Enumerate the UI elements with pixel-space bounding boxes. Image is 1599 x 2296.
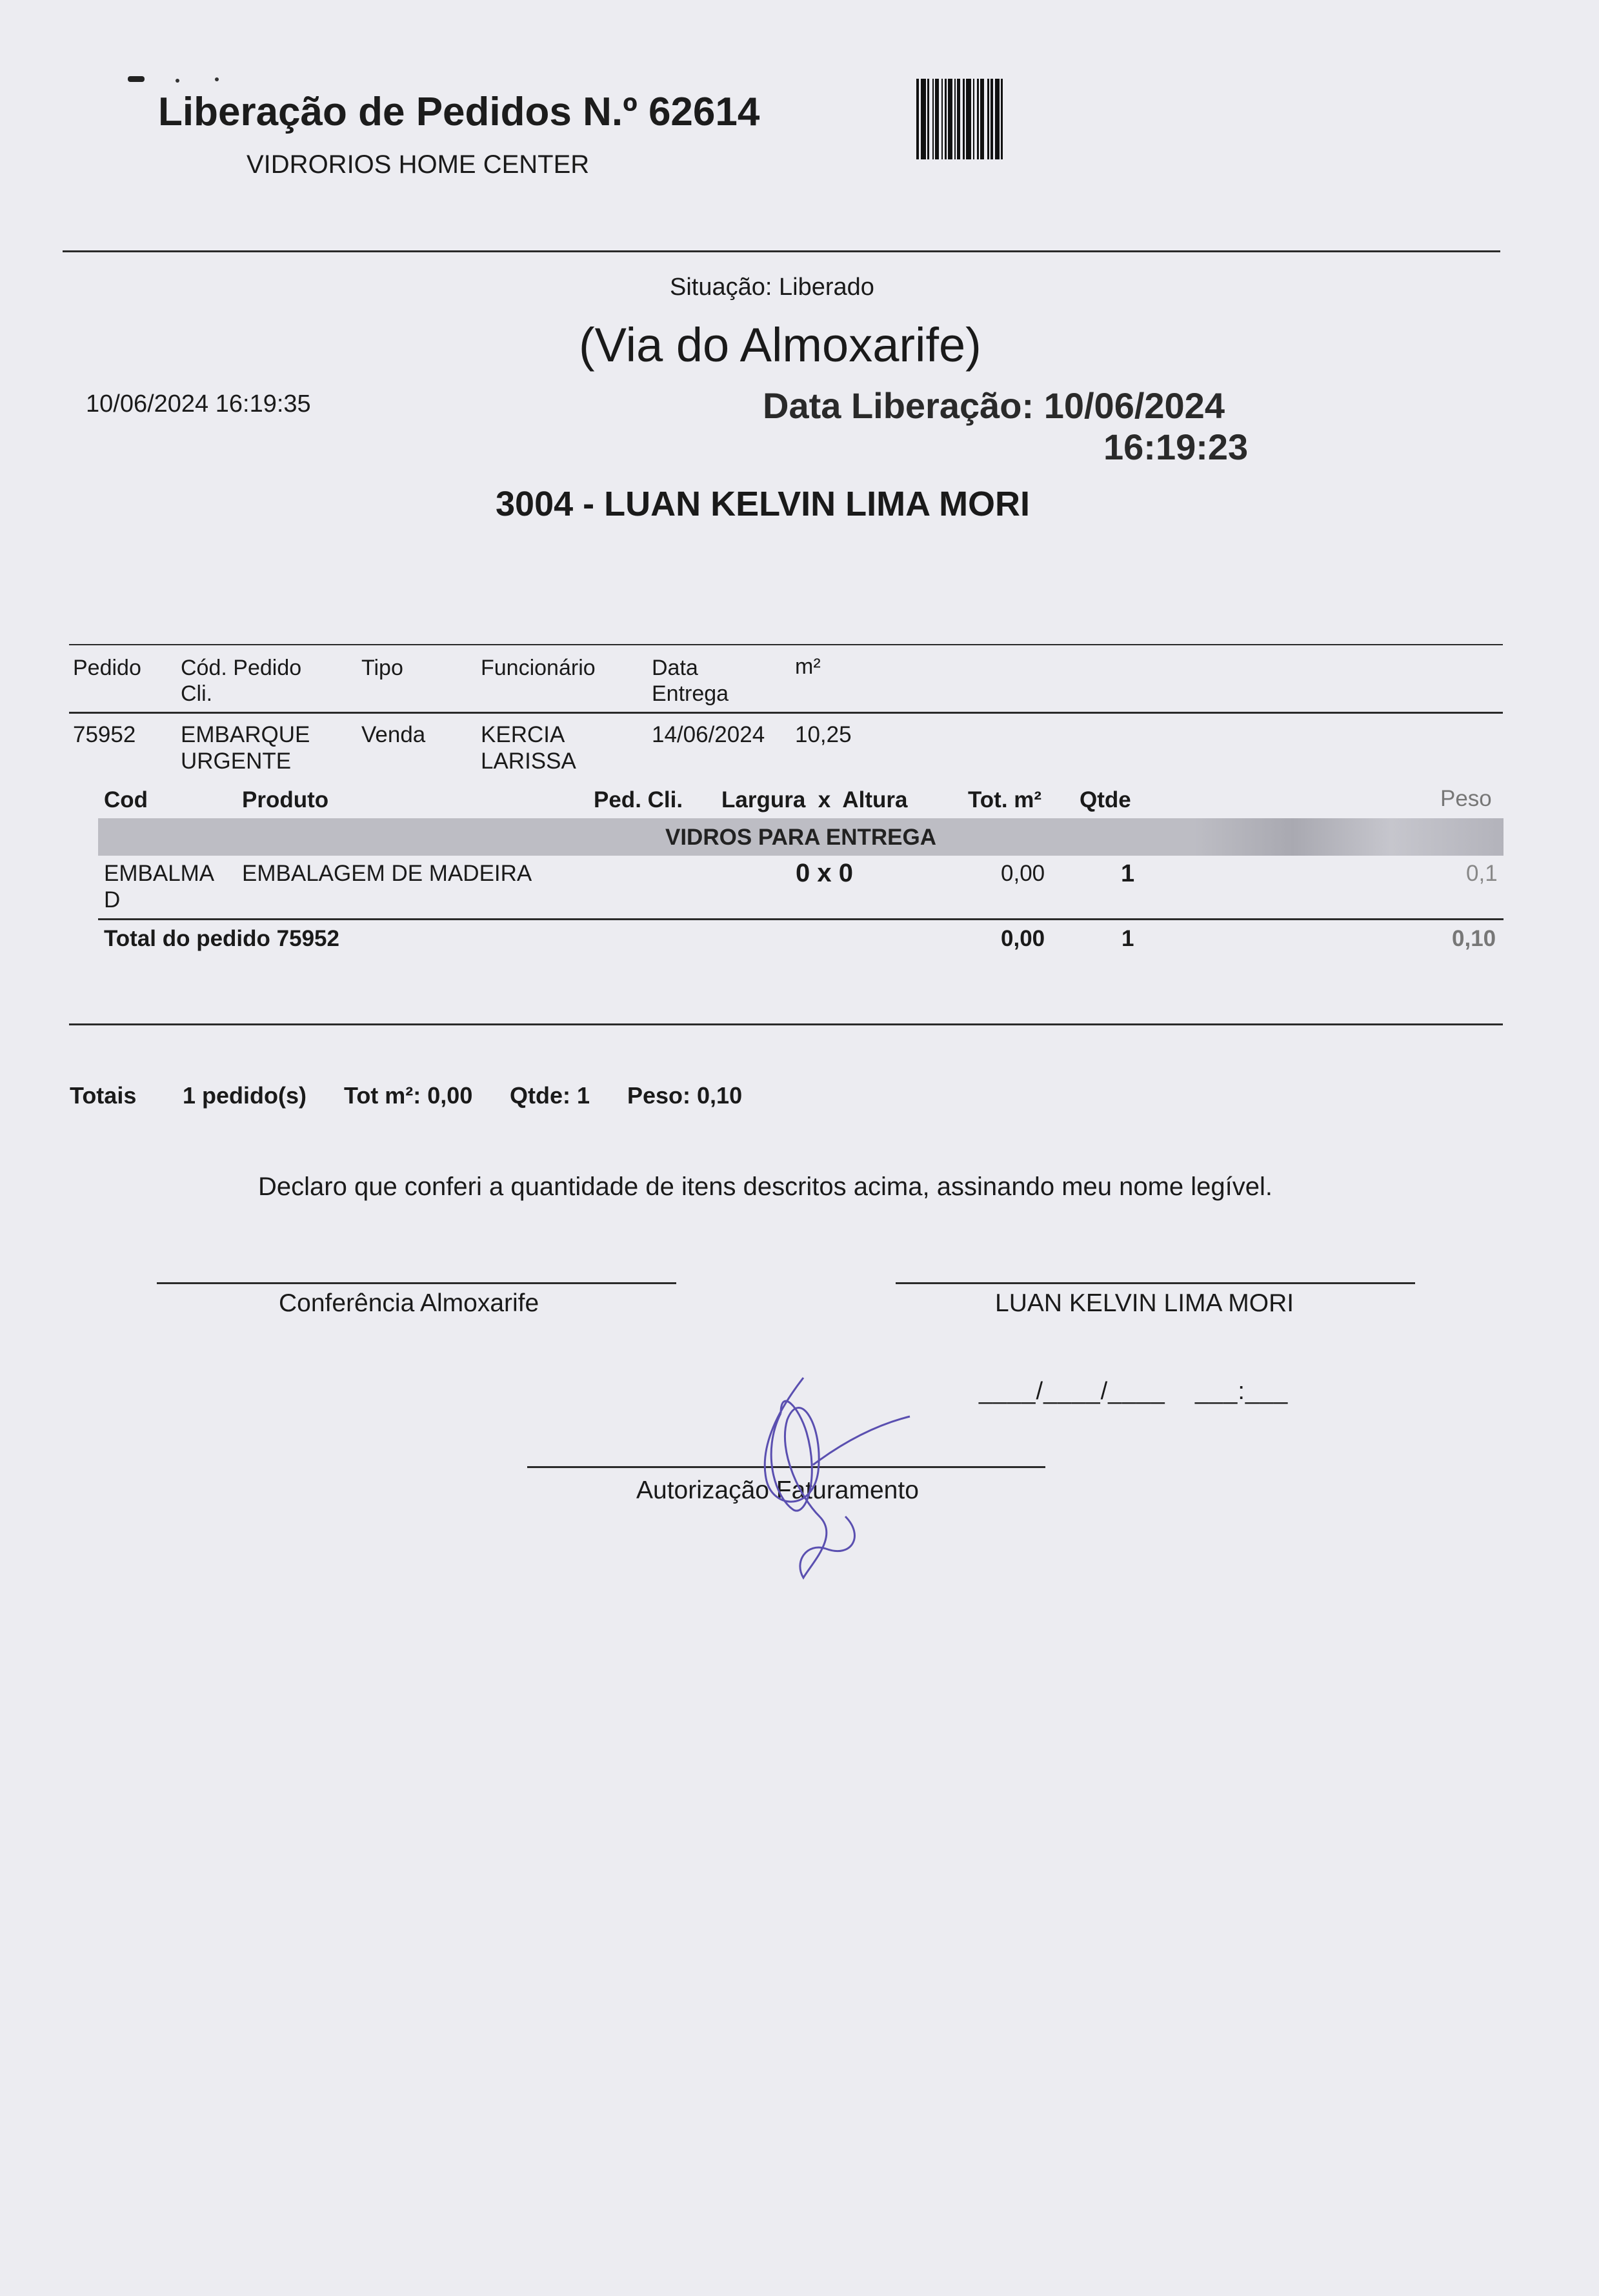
order-m2: 10,25: [795, 722, 852, 747]
item-header-produto: Produto: [242, 787, 329, 812]
release-date: Data Liberação: 10/06/2024: [763, 385, 1225, 426]
order-employee: KERCIA LARISSA: [481, 722, 576, 774]
order-number: 75952: [73, 722, 136, 747]
item-header-largura-altura: Largura x Altura: [721, 787, 908, 812]
order-delivery-date: 14/06/2024: [652, 722, 765, 747]
item-dimensions: 0 x 0: [796, 859, 853, 887]
print-timestamp: 10/06/2024 16:19:35: [86, 390, 311, 418]
col-header-data-entrega: Data Entrega: [652, 656, 729, 706]
item-weight: 0,1: [1466, 861, 1498, 886]
totals-weight: Peso: 0,10: [627, 1082, 743, 1109]
item-header-qtde: Qtde: [1080, 787, 1131, 812]
date-time-blanks: ____/____/____ ___:___: [979, 1378, 1289, 1405]
col-header-cod-pedido: Cód. Pedido Cli.: [181, 656, 302, 706]
item-header-tot-m2: Tot. m²: [968, 787, 1042, 812]
signature-label-conferencia: Conferência Almoxarife: [279, 1289, 539, 1317]
order-total-m2: 0,00: [1001, 926, 1045, 951]
order-total-qty: 1: [1121, 926, 1134, 951]
release-time: 16:19:23: [1103, 427, 1249, 467]
barcode-bar: [995, 79, 1000, 159]
col-header-funcionario: Funcionário: [481, 656, 596, 680]
order-total-weight: 0,10: [1452, 926, 1496, 951]
order-total-label: Total do pedido 75952: [104, 926, 339, 951]
totals-m2: Tot m²: 0,00: [344, 1082, 473, 1109]
client-name: 3004 - LUAN KELVIN LIMA MORI: [496, 485, 1031, 523]
col-header-m2: m²: [795, 654, 821, 679]
signature-line-conferencia: [157, 1282, 676, 1284]
handwritten-signature: [742, 1349, 929, 1581]
item-header-peso: Peso: [1440, 786, 1492, 811]
group-label: VIDROS PARA ENTREGA: [665, 825, 937, 850]
signature-line-client: [896, 1282, 1415, 1284]
header-divider: [63, 250, 1500, 252]
signature-label-autorizacao: Autorização Faturamento: [636, 1476, 919, 1504]
scan-speck: [128, 76, 145, 82]
item-tot-m2: 0,00: [1001, 861, 1045, 886]
scan-dot: [176, 79, 179, 83]
order-client-code: EMBARQUE URGENTE: [181, 722, 310, 774]
company-name: VIDRORIOS HOME CENTER: [246, 150, 590, 179]
scan-dot: [215, 77, 219, 81]
barcode: [916, 79, 1168, 159]
copy-designation: (Via do Almoxarife): [579, 318, 981, 372]
item-qty: 1: [1121, 860, 1135, 887]
page-title: Liberação de Pedidos N.º 62614: [158, 90, 760, 134]
signature-label-client: LUAN KELVIN LIMA MORI: [995, 1289, 1294, 1317]
order-type: Venda: [361, 722, 426, 747]
col-header-pedido: Pedido: [73, 656, 141, 680]
item-header-ped-cli: Ped. Cli.: [594, 787, 683, 812]
barcode-bar: [948, 79, 952, 159]
orders-table-top-rule: [69, 644, 1503, 645]
group-band: [98, 818, 1503, 856]
totals-orders: 1 pedido(s): [183, 1082, 307, 1109]
item-product: EMBALAGEM DE MADEIRA: [242, 861, 532, 886]
orders-table-header-rule: [69, 712, 1503, 714]
items-total-rule: [98, 918, 1503, 920]
barcode-bar: [921, 79, 926, 159]
totals-label: Totais: [70, 1082, 137, 1109]
col-header-tipo: Tipo: [361, 656, 403, 680]
barcode-gap: [1003, 79, 1006, 159]
status-text: Situação: Liberado: [670, 274, 874, 301]
item-header-cod: Cod: [104, 787, 148, 812]
totals-qty: Qtde: 1: [510, 1082, 590, 1109]
item-code: EMBALMA D: [104, 861, 214, 912]
barcode-bar: [966, 79, 971, 159]
declaration-text: Declaro que conferi a quantidade de itens descritos acima, assinando meu nome legível.: [258, 1173, 1273, 1201]
section-divider: [69, 1023, 1503, 1025]
